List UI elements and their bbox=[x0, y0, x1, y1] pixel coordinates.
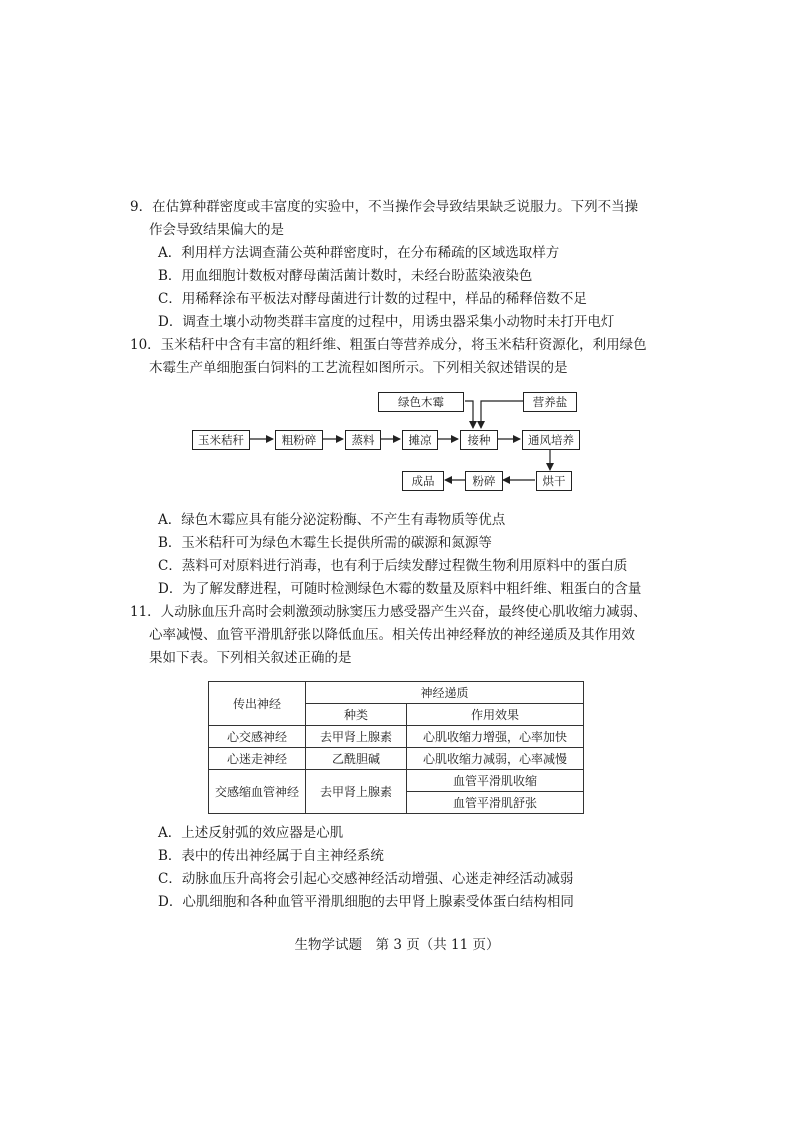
table-header-kind: 种类 bbox=[306, 704, 407, 726]
arrow-mold-to-inoculate bbox=[465, 401, 473, 428]
q11-stem-line2: 心率减慢、血管平滑肌舒张以降低血压。相关传出神经释放的神经递质及其作用效 bbox=[149, 627, 635, 643]
table-header-nerve: 传出神经 bbox=[209, 682, 306, 726]
q11-option-a: A．上述反射弧的效应器是心肌 bbox=[158, 825, 344, 841]
q9-stem-line1: 9．在估算种群密度或丰富度的实验中，不当操作会导致结果缺乏说服力。下列不当操 bbox=[130, 199, 639, 215]
q11-stem-line1: 11．人动脉血压升高时会刺激颈动脉窦压力感受器产生兴奋，最终使心肌收缩力减弱、 bbox=[130, 604, 647, 620]
table-header-transmitter: 神经递质 bbox=[306, 682, 584, 704]
table-cell-kind: 去甲肾上腺素 bbox=[306, 770, 407, 814]
flow-box-dry: 烘干 bbox=[536, 471, 572, 491]
flow-box-product: 成品 bbox=[402, 471, 444, 491]
q11-option-c: C．动脉血压升高将会引起心交感神经活动增强、心迷走神经活动减弱 bbox=[158, 871, 574, 887]
arrow-salt-to-inoculate bbox=[481, 401, 523, 428]
table-cell-effect: 血管平滑肌舒张 bbox=[407, 792, 584, 814]
table-cell-nerve: 心迷走神经 bbox=[209, 748, 306, 770]
q10-option-d: D．为了解发酵进程，可随时检测绿色木霉的数量及原料中粗纤维、粗蛋白的含量 bbox=[158, 581, 642, 597]
table-row bbox=[209, 748, 584, 770]
table-cell-kind: 去甲肾上腺素 bbox=[306, 726, 407, 748]
table-header-effect: 作用效果 bbox=[407, 704, 584, 726]
q10-option-b: B．玉米秸秆可为绿色木霉生长提供所需的碳源和氮源等 bbox=[158, 535, 492, 551]
flow-box-corn-straw: 玉米秸秆 bbox=[192, 430, 250, 450]
flow-box-spread-cool: 摊凉 bbox=[402, 430, 438, 450]
flow-box-inoculate: 接种 bbox=[460, 430, 498, 450]
q11-option-b: B．表中的传出神经属于自主神经系统 bbox=[158, 848, 384, 864]
q10-option-a: A．绿色木霉应具有能分泌淀粉酶、不产生有毒物质等优点 bbox=[158, 512, 506, 528]
q9-option-b: B．用血细胞计数板对酵母菌活菌计数时，未经台盼蓝染液染色 bbox=[158, 268, 533, 284]
flow-box-steam: 蒸料 bbox=[345, 430, 381, 450]
q11-stem-line3: 果如下表。下列相关叙述正确的是 bbox=[149, 650, 352, 666]
neurotransmitter-table bbox=[208, 681, 584, 814]
q10-stem-line1: 10．玉米秸秆中含有丰富的粗纤维、粗蛋白等营养成分，将玉米秸秆资源化，利用绿色 bbox=[130, 337, 647, 353]
flow-box-crush: 粉碎 bbox=[465, 471, 503, 491]
table-cell-effect: 心肌收缩力减弱，心率减慢 bbox=[407, 748, 584, 770]
table-cell-effect: 血管平滑肌收缩 bbox=[407, 770, 584, 792]
q9-stem-line2: 作会导致结果偏大的是 bbox=[149, 222, 284, 238]
table-cell-nerve: 交感缩血管神经 bbox=[209, 770, 306, 814]
table-header-row bbox=[209, 682, 584, 704]
flow-box-nutrient-salt: 营养盐 bbox=[523, 392, 577, 412]
page-footer: 生物学试题 第 3 页（共 11 页） bbox=[294, 937, 500, 953]
table-row bbox=[209, 770, 584, 792]
flow-box-green-mold: 绿色木霉 bbox=[378, 392, 464, 412]
table-row bbox=[209, 726, 584, 748]
q11-option-d: D．心肌细胞和各种血管平滑肌细胞的去甲肾上腺素受体蛋白结构相同 bbox=[158, 894, 574, 910]
q10-stem-line2: 木霉生产单细胞蛋白饲料的工艺流程如图所示。下列相关叙述错误的是 bbox=[149, 360, 568, 376]
q9-option-d: D．调查土壤小动物类群丰富度的过程中，用诱虫器采集小动物时未打开电灯 bbox=[158, 314, 615, 330]
flow-box-coarse-crush: 粗粉碎 bbox=[275, 430, 323, 450]
table-cell-kind: 乙酰胆碱 bbox=[306, 748, 407, 770]
table-cell-effect: 心肌收缩力增强，心率加快 bbox=[407, 726, 584, 748]
flow-box-aerated-culture: 通风培养 bbox=[522, 430, 580, 450]
q9-option-c: C．用稀释涂布平板法对酵母菌进行计数的过程中，样品的稀释倍数不足 bbox=[158, 291, 587, 307]
q10-option-c: C．蒸料可对原料进行消毒，也有利于后续发酵过程微生物利用原料中的蛋白质 bbox=[158, 558, 628, 574]
table-cell-nerve: 心交感神经 bbox=[209, 726, 306, 748]
q9-option-a: A．利用样方法调查蒲公英种群密度时，在分布稀疏的区域选取样方 bbox=[158, 245, 560, 261]
